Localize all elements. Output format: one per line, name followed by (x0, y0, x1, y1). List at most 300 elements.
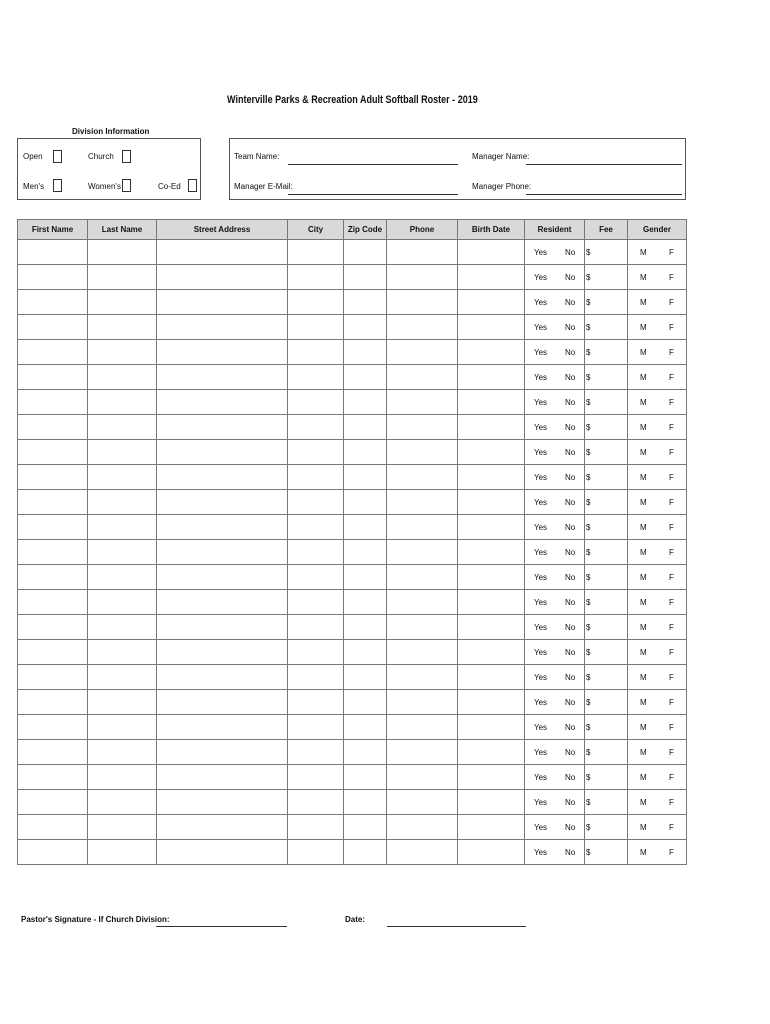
open-checkbox[interactable] (53, 150, 62, 163)
last-name-cell[interactable] (88, 790, 157, 815)
street-address-cell[interactable] (157, 290, 288, 315)
gender-cell[interactable] (628, 390, 687, 415)
street-address-cell[interactable] (157, 840, 288, 865)
resident-yes[interactable]: Yes (534, 523, 548, 532)
gender-m[interactable]: M (640, 773, 647, 782)
birth-date-cell[interactable] (458, 565, 525, 590)
resident-cell[interactable] (525, 490, 585, 515)
resident-yes[interactable]: Yes (534, 673, 548, 682)
resident-cell[interactable] (525, 715, 585, 740)
phone-cell[interactable] (387, 590, 458, 615)
resident-yes[interactable]: Yes (534, 823, 548, 832)
first-name-cell[interactable] (18, 490, 88, 515)
phone-cell[interactable] (387, 415, 458, 440)
zip-code-cell[interactable] (344, 415, 387, 440)
last-name-cell[interactable] (88, 640, 157, 665)
gender-cell[interactable] (628, 440, 687, 465)
resident-cell[interactable] (525, 640, 585, 665)
last-name-cell[interactable] (88, 590, 157, 615)
gender-f[interactable]: F (669, 573, 674, 582)
resident-yes[interactable]: Yes (534, 498, 548, 507)
last-name-cell[interactable] (88, 715, 157, 740)
gender-cell[interactable] (628, 665, 687, 690)
resident-no[interactable]: No (565, 348, 576, 357)
resident-no[interactable]: No (565, 548, 576, 557)
birth-date-cell[interactable] (458, 515, 525, 540)
resident-no[interactable]: No (565, 848, 576, 857)
resident-cell[interactable] (525, 690, 585, 715)
womens-checkbox[interactable] (122, 179, 131, 192)
fee-cell[interactable] (585, 390, 628, 415)
birth-date-cell[interactable] (458, 390, 525, 415)
birth-date-cell[interactable] (458, 790, 525, 815)
gender-m[interactable]: M (640, 798, 647, 807)
fee-cell[interactable] (585, 615, 628, 640)
first-name-cell[interactable] (18, 240, 88, 265)
last-name-cell[interactable] (88, 290, 157, 315)
resident-yes[interactable]: Yes (534, 273, 548, 282)
street-address-cell[interactable] (157, 565, 288, 590)
last-name-cell[interactable] (88, 690, 157, 715)
birth-date-cell[interactable] (458, 540, 525, 565)
resident-yes[interactable]: Yes (534, 548, 548, 557)
street-address-cell[interactable] (157, 790, 288, 815)
city-cell[interactable] (288, 315, 344, 340)
birth-date-cell[interactable] (458, 640, 525, 665)
manager-name-field[interactable] (526, 164, 682, 165)
first-name-cell[interactable] (18, 515, 88, 540)
street-address-cell[interactable] (157, 740, 288, 765)
phone-cell[interactable] (387, 515, 458, 540)
gender-m[interactable]: M (640, 823, 647, 832)
gender-f[interactable]: F (669, 498, 674, 507)
phone-cell[interactable] (387, 290, 458, 315)
phone-cell[interactable] (387, 815, 458, 840)
city-cell[interactable] (288, 840, 344, 865)
city-cell[interactable] (288, 715, 344, 740)
gender-f[interactable]: F (669, 473, 674, 482)
birth-date-cell[interactable] (458, 840, 525, 865)
last-name-cell[interactable] (88, 315, 157, 340)
street-address-cell[interactable] (157, 515, 288, 540)
city-cell[interactable] (288, 440, 344, 465)
birth-date-cell[interactable] (458, 740, 525, 765)
birth-date-cell[interactable] (458, 465, 525, 490)
zip-code-cell[interactable] (344, 690, 387, 715)
first-name-cell[interactable] (18, 840, 88, 865)
gender-m[interactable]: M (640, 748, 647, 757)
resident-cell[interactable] (525, 765, 585, 790)
gender-cell[interactable] (628, 715, 687, 740)
fee-cell[interactable] (585, 565, 628, 590)
resident-no[interactable]: No (565, 398, 576, 407)
gender-cell[interactable] (628, 465, 687, 490)
zip-code-cell[interactable] (344, 615, 387, 640)
resident-no[interactable]: No (565, 373, 576, 382)
gender-m[interactable]: M (640, 273, 647, 282)
resident-no[interactable]: No (565, 423, 576, 432)
phone-cell[interactable] (387, 840, 458, 865)
first-name-cell[interactable] (18, 540, 88, 565)
gender-f[interactable]: F (669, 273, 674, 282)
first-name-cell[interactable] (18, 390, 88, 415)
zip-code-cell[interactable] (344, 790, 387, 815)
gender-f[interactable]: F (669, 698, 674, 707)
zip-code-cell[interactable] (344, 315, 387, 340)
phone-cell[interactable] (387, 715, 458, 740)
resident-yes[interactable]: Yes (534, 473, 548, 482)
fee-cell[interactable] (585, 290, 628, 315)
gender-cell[interactable] (628, 765, 687, 790)
resident-yes[interactable]: Yes (534, 848, 548, 857)
gender-f[interactable]: F (669, 648, 674, 657)
resident-cell[interactable] (525, 665, 585, 690)
gender-cell[interactable] (628, 315, 687, 340)
first-name-cell[interactable] (18, 340, 88, 365)
zip-code-cell[interactable] (344, 515, 387, 540)
fee-cell[interactable] (585, 465, 628, 490)
birth-date-cell[interactable] (458, 240, 525, 265)
phone-cell[interactable] (387, 665, 458, 690)
resident-cell[interactable] (525, 265, 585, 290)
resident-no[interactable]: No (565, 498, 576, 507)
first-name-cell[interactable] (18, 690, 88, 715)
street-address-cell[interactable] (157, 315, 288, 340)
resident-no[interactable]: No (565, 773, 576, 782)
street-address-cell[interactable] (157, 265, 288, 290)
zip-code-cell[interactable] (344, 440, 387, 465)
gender-m[interactable]: M (640, 473, 647, 482)
first-name-cell[interactable] (18, 265, 88, 290)
last-name-cell[interactable] (88, 765, 157, 790)
fee-cell[interactable] (585, 540, 628, 565)
fee-cell[interactable] (585, 640, 628, 665)
city-cell[interactable] (288, 640, 344, 665)
city-cell[interactable] (288, 240, 344, 265)
phone-cell[interactable] (387, 565, 458, 590)
gender-m[interactable]: M (640, 323, 647, 332)
fee-cell[interactable] (585, 715, 628, 740)
first-name-cell[interactable] (18, 665, 88, 690)
resident-no[interactable]: No (565, 648, 576, 657)
resident-no[interactable]: No (565, 273, 576, 282)
gender-f[interactable]: F (669, 298, 674, 307)
city-cell[interactable] (288, 690, 344, 715)
resident-cell[interactable] (525, 790, 585, 815)
fee-cell[interactable] (585, 440, 628, 465)
date-field[interactable] (387, 926, 526, 927)
gender-f[interactable]: F (669, 598, 674, 607)
gender-f[interactable]: F (669, 398, 674, 407)
city-cell[interactable] (288, 765, 344, 790)
resident-cell[interactable] (525, 565, 585, 590)
resident-cell[interactable] (525, 515, 585, 540)
zip-code-cell[interactable] (344, 565, 387, 590)
phone-cell[interactable] (387, 765, 458, 790)
resident-yes[interactable]: Yes (534, 698, 548, 707)
gender-f[interactable]: F (669, 798, 674, 807)
birth-date-cell[interactable] (458, 690, 525, 715)
gender-cell[interactable] (628, 415, 687, 440)
resident-yes[interactable]: Yes (534, 798, 548, 807)
resident-yes[interactable]: Yes (534, 748, 548, 757)
city-cell[interactable] (288, 340, 344, 365)
resident-yes[interactable]: Yes (534, 723, 548, 732)
resident-cell[interactable] (525, 365, 585, 390)
birth-date-cell[interactable] (458, 290, 525, 315)
resident-no[interactable]: No (565, 473, 576, 482)
street-address-cell[interactable] (157, 640, 288, 665)
last-name-cell[interactable] (88, 540, 157, 565)
last-name-cell[interactable] (88, 440, 157, 465)
gender-cell[interactable] (628, 565, 687, 590)
resident-yes[interactable]: Yes (534, 323, 548, 332)
city-cell[interactable] (288, 790, 344, 815)
birth-date-cell[interactable] (458, 365, 525, 390)
street-address-cell[interactable] (157, 390, 288, 415)
resident-cell[interactable] (525, 740, 585, 765)
gender-f[interactable]: F (669, 423, 674, 432)
gender-f[interactable]: F (669, 373, 674, 382)
resident-yes[interactable]: Yes (534, 423, 548, 432)
first-name-cell[interactable] (18, 765, 88, 790)
resident-cell[interactable] (525, 540, 585, 565)
birth-date-cell[interactable] (458, 765, 525, 790)
city-cell[interactable] (288, 490, 344, 515)
phone-cell[interactable] (387, 265, 458, 290)
zip-code-cell[interactable] (344, 640, 387, 665)
church-checkbox[interactable] (122, 150, 131, 163)
fee-cell[interactable] (585, 340, 628, 365)
last-name-cell[interactable] (88, 565, 157, 590)
gender-cell[interactable] (628, 590, 687, 615)
first-name-cell[interactable] (18, 715, 88, 740)
last-name-cell[interactable] (88, 265, 157, 290)
gender-cell[interactable] (628, 540, 687, 565)
gender-m[interactable]: M (640, 523, 647, 532)
gender-cell[interactable] (628, 490, 687, 515)
city-cell[interactable] (288, 290, 344, 315)
gender-m[interactable]: M (640, 648, 647, 657)
resident-cell[interactable] (525, 440, 585, 465)
zip-code-cell[interactable] (344, 390, 387, 415)
gender-cell[interactable] (628, 515, 687, 540)
gender-m[interactable]: M (640, 448, 647, 457)
fee-cell[interactable] (585, 840, 628, 865)
gender-f[interactable]: F (669, 823, 674, 832)
street-address-cell[interactable] (157, 340, 288, 365)
birth-date-cell[interactable] (458, 265, 525, 290)
resident-cell[interactable] (525, 615, 585, 640)
street-address-cell[interactable] (157, 765, 288, 790)
city-cell[interactable] (288, 465, 344, 490)
street-address-cell[interactable] (157, 540, 288, 565)
first-name-cell[interactable] (18, 790, 88, 815)
zip-code-cell[interactable] (344, 740, 387, 765)
gender-cell[interactable] (628, 240, 687, 265)
last-name-cell[interactable] (88, 615, 157, 640)
phone-cell[interactable] (387, 690, 458, 715)
last-name-cell[interactable] (88, 390, 157, 415)
resident-no[interactable]: No (565, 823, 576, 832)
coed-checkbox[interactable] (188, 179, 197, 192)
first-name-cell[interactable] (18, 815, 88, 840)
city-cell[interactable] (288, 740, 344, 765)
phone-cell[interactable] (387, 340, 458, 365)
signature-field[interactable] (156, 926, 287, 927)
street-address-cell[interactable] (157, 615, 288, 640)
zip-code-cell[interactable] (344, 815, 387, 840)
zip-code-cell[interactable] (344, 540, 387, 565)
resident-cell[interactable] (525, 390, 585, 415)
resident-yes[interactable]: Yes (534, 773, 548, 782)
resident-no[interactable]: No (565, 748, 576, 757)
city-cell[interactable] (288, 515, 344, 540)
gender-m[interactable]: M (640, 298, 647, 307)
phone-cell[interactable] (387, 465, 458, 490)
gender-cell[interactable] (628, 690, 687, 715)
gender-m[interactable]: M (640, 673, 647, 682)
last-name-cell[interactable] (88, 340, 157, 365)
gender-f[interactable]: F (669, 548, 674, 557)
resident-no[interactable]: No (565, 323, 576, 332)
gender-f[interactable]: F (669, 773, 674, 782)
resident-cell[interactable] (525, 240, 585, 265)
resident-yes[interactable]: Yes (534, 248, 548, 257)
resident-cell[interactable] (525, 415, 585, 440)
last-name-cell[interactable] (88, 490, 157, 515)
gender-m[interactable]: M (640, 723, 647, 732)
first-name-cell[interactable] (18, 740, 88, 765)
resident-no[interactable]: No (565, 573, 576, 582)
zip-code-cell[interactable] (344, 665, 387, 690)
birth-date-cell[interactable] (458, 415, 525, 440)
city-cell[interactable] (288, 365, 344, 390)
phone-cell[interactable] (387, 440, 458, 465)
phone-cell[interactable] (387, 490, 458, 515)
phone-cell[interactable] (387, 790, 458, 815)
gender-m[interactable]: M (640, 573, 647, 582)
first-name-cell[interactable] (18, 565, 88, 590)
first-name-cell[interactable] (18, 415, 88, 440)
first-name-cell[interactable] (18, 640, 88, 665)
street-address-cell[interactable] (157, 690, 288, 715)
fee-cell[interactable] (585, 815, 628, 840)
last-name-cell[interactable] (88, 840, 157, 865)
zip-code-cell[interactable] (344, 265, 387, 290)
fee-cell[interactable] (585, 590, 628, 615)
birth-date-cell[interactable] (458, 665, 525, 690)
resident-no[interactable]: No (565, 623, 576, 632)
city-cell[interactable] (288, 415, 344, 440)
resident-no[interactable]: No (565, 798, 576, 807)
city-cell[interactable] (288, 665, 344, 690)
city-cell[interactable] (288, 815, 344, 840)
resident-yes[interactable]: Yes (534, 648, 548, 657)
last-name-cell[interactable] (88, 240, 157, 265)
gender-m[interactable]: M (640, 623, 647, 632)
resident-no[interactable]: No (565, 448, 576, 457)
gender-f[interactable]: F (669, 523, 674, 532)
gender-cell[interactable] (628, 790, 687, 815)
fee-cell[interactable] (585, 365, 628, 390)
city-cell[interactable] (288, 615, 344, 640)
resident-cell[interactable] (525, 340, 585, 365)
resident-yes[interactable]: Yes (534, 373, 548, 382)
manager-email-field[interactable] (288, 194, 458, 195)
gender-f[interactable]: F (669, 673, 674, 682)
resident-yes[interactable]: Yes (534, 598, 548, 607)
last-name-cell[interactable] (88, 665, 157, 690)
city-cell[interactable] (288, 540, 344, 565)
resident-yes[interactable]: Yes (534, 448, 548, 457)
fee-cell[interactable] (585, 490, 628, 515)
phone-cell[interactable] (387, 740, 458, 765)
resident-yes[interactable]: Yes (534, 398, 548, 407)
last-name-cell[interactable] (88, 815, 157, 840)
zip-code-cell[interactable] (344, 840, 387, 865)
gender-cell[interactable] (628, 815, 687, 840)
gender-f[interactable]: F (669, 348, 674, 357)
fee-cell[interactable] (585, 690, 628, 715)
gender-m[interactable]: M (640, 548, 647, 557)
gender-m[interactable]: M (640, 423, 647, 432)
street-address-cell[interactable] (157, 240, 288, 265)
zip-code-cell[interactable] (344, 290, 387, 315)
fee-cell[interactable] (585, 790, 628, 815)
gender-m[interactable]: M (640, 248, 647, 257)
gender-cell[interactable] (628, 640, 687, 665)
birth-date-cell[interactable] (458, 440, 525, 465)
zip-code-cell[interactable] (344, 765, 387, 790)
phone-cell[interactable] (387, 240, 458, 265)
resident-no[interactable]: No (565, 523, 576, 532)
city-cell[interactable] (288, 390, 344, 415)
street-address-cell[interactable] (157, 715, 288, 740)
resident-cell[interactable] (525, 290, 585, 315)
first-name-cell[interactable] (18, 440, 88, 465)
fee-cell[interactable] (585, 665, 628, 690)
city-cell[interactable] (288, 265, 344, 290)
fee-cell[interactable] (585, 315, 628, 340)
resident-no[interactable]: No (565, 723, 576, 732)
gender-m[interactable]: M (640, 498, 647, 507)
fee-cell[interactable] (585, 765, 628, 790)
last-name-cell[interactable] (88, 740, 157, 765)
gender-cell[interactable] (628, 290, 687, 315)
resident-no[interactable]: No (565, 248, 576, 257)
gender-f[interactable]: F (669, 448, 674, 457)
first-name-cell[interactable] (18, 290, 88, 315)
gender-cell[interactable] (628, 340, 687, 365)
birth-date-cell[interactable] (458, 715, 525, 740)
gender-m[interactable]: M (640, 698, 647, 707)
resident-no[interactable]: No (565, 698, 576, 707)
street-address-cell[interactable] (157, 490, 288, 515)
gender-f[interactable]: F (669, 723, 674, 732)
street-address-cell[interactable] (157, 415, 288, 440)
zip-code-cell[interactable] (344, 490, 387, 515)
resident-cell[interactable] (525, 840, 585, 865)
resident-no[interactable]: No (565, 298, 576, 307)
phone-cell[interactable] (387, 365, 458, 390)
zip-code-cell[interactable] (344, 590, 387, 615)
zip-code-cell[interactable] (344, 340, 387, 365)
last-name-cell[interactable] (88, 365, 157, 390)
gender-cell[interactable] (628, 615, 687, 640)
street-address-cell[interactable] (157, 465, 288, 490)
gender-cell[interactable] (628, 265, 687, 290)
